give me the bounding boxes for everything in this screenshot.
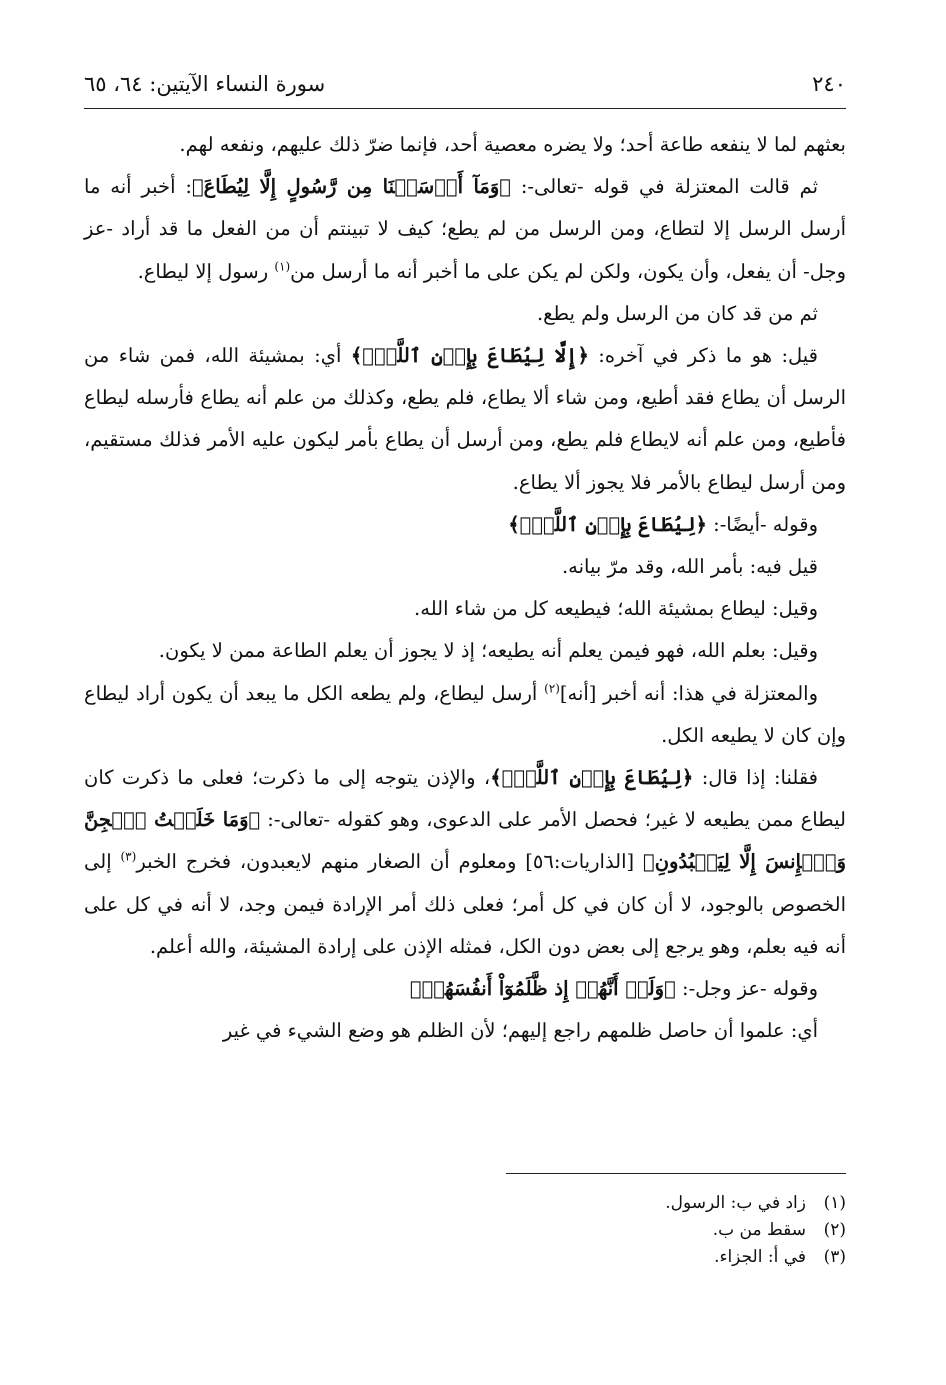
- footnote-text: في أ: الجزاء.: [714, 1247, 806, 1267]
- text-segment: والمعتزلة في هذا: أنه أخبر [أنه]: [559, 681, 818, 705]
- paragraph: [84, 757, 846, 968]
- quran-verse: ﴿إِلَّا لِيُطَاعَ بِإِذۡنِ ٱللَّهِۚ﴾: [350, 344, 589, 368]
- paragraph: [84, 293, 846, 335]
- text-segment: وقيل: بعلم الله، فهو فيمن يعلم أنه يطيعه؛ إذ لا يجوز أن يعلم الطاعة ممن لا يكون.: [158, 639, 818, 663]
- text-segment: أي: بمشيئة الله، فمن شاء من الرسل أن يطاع فقد أطيع، ومن شاء ألا يطاع، فلم يطع، وكذلك من علم أنه يطاع فأرسله ليطاع فأطيع، ومن علم أنه لايطاع فلم يطع، ومن أرسل أن يطاع بأمر ليكون عليه الأمر فذلك مستقيم، ومن أرسل ليطاع بالأمر فلا يجوز ألا يطاع.: [84, 344, 846, 494]
- running-header: [84, 66, 846, 102]
- text-segment: بعثهم لما لا ينفعه طاعة أحد؛ ولا يضره معصية أحد، فإنما ضرّ ذلك عليهم، ونفعه لهم.: [179, 133, 846, 156]
- page-number: ٢٤٠: [812, 72, 846, 96]
- footnote-marker: (٢): [544, 681, 560, 696]
- text-segment: وقيل: ليطاع بمشيئة الله؛ فيطيعه كل من شاء الله.: [414, 597, 818, 621]
- paragraph: [84, 504, 846, 546]
- footnote-number: (٢): [823, 1220, 846, 1240]
- paragraph: [84, 1010, 846, 1052]
- text-segment: [الذاريات:٥٦] ومعلوم أن الصغار منهم لايعبدون، فخرج الخبر: [136, 850, 644, 874]
- running-title: سورة النساء الآيتين: ٦٤، ٦٥: [84, 72, 326, 96]
- text-segment: أي: علموا أن حاصل ظلمهم راجع إليهم؛ لأن الظلم هو وضع الشيء في غير: [222, 1019, 818, 1043]
- footnote-rule: [506, 1173, 846, 1174]
- footnote-marker: (٣): [120, 849, 137, 864]
- footnote-number: (٣): [823, 1247, 846, 1267]
- text-segment: ثم قالت المعتزلة في قوله -تعالى-:: [510, 175, 818, 199]
- footnote-number: (١): [823, 1193, 846, 1213]
- quran-verse: ﴿لِيُطَاعَ بِإِذۡنِ ٱللَّهِۚ﴾: [490, 766, 694, 790]
- text-segment: رسول إلا ليطاع.: [137, 259, 275, 283]
- main-text: [84, 124, 846, 1052]
- quran-verse: ﴿وَمَا خَلَقۡتُ ٱلۡجِنَّ وَٱلۡإِنسَ إِلَّا لِيَعۡبُدُونِ﴾: [84, 808, 847, 874]
- footnotes: [84, 1190, 846, 1271]
- footnote-item: [84, 1244, 846, 1271]
- paragraph: [84, 673, 846, 757]
- footnote-item: [84, 1217, 846, 1244]
- header-rule: [84, 108, 846, 109]
- text-segment: : أخبر أنه ما أرسل الرسل إلا لتطاع، ومن الرسل من لم يطع؛ كيف لا تبينتم أن من الفعل ما قد أراد -عز وجل- أن يفعل، وأن يكون، ولكن لم يكن على ما أخبر أنه ما أرسل من: [84, 175, 846, 283]
- paragraph: [84, 546, 846, 588]
- paragraph: [84, 124, 846, 166]
- text-segment: ، والإذن يتوجه إلى ما ذكرت؛ فعلى ما ذكرت كان ليطاع ممن يطيعه لا غير؛ فحصل الأمر على الدعوى، وهو كقوله -تعالى-:: [84, 766, 846, 832]
- footnote-text: زاد في ب: الرسول.: [665, 1193, 806, 1213]
- footnote-text: سقط من ب.: [712, 1220, 806, 1240]
- text-segment: وقوله -أيضًا-:: [706, 512, 818, 536]
- paragraph: [84, 166, 846, 293]
- footnote-marker: (١): [274, 259, 291, 274]
- paragraph: [84, 630, 846, 672]
- paragraph: [84, 968, 846, 1010]
- text-segment: وقوله -عز وجل-:: [675, 977, 818, 1001]
- quran-verse: ﴿وَمَآ أَرۡسَلۡنَا مِن رَّسُولٍ إِلَّا لِيُطَاعَ﴾: [191, 175, 511, 199]
- text-segment: قيل: هو ما ذكر في آخره:: [588, 344, 818, 368]
- paragraph: [84, 335, 846, 504]
- text-segment: أرسل ليطاع، ولم يطعه الكل ما يبعد أن يكون أراد ليطاع وإن كان لا يطيعه الكل.: [84, 681, 846, 747]
- footnote-item: [84, 1190, 846, 1217]
- text-segment: فقلنا: إذا قال:: [693, 766, 818, 790]
- paragraph: [84, 588, 846, 630]
- quran-verse: ﴿وَلَوۡ أَنَّهُمۡ إِذ ظَّلَمُوٓاْ أَنفُسَهُمۡ﴾: [409, 977, 676, 1001]
- quran-verse: ﴿لِيُطَاعَ بِإِذۡنِ ٱللَّهِۚ﴾: [508, 512, 707, 536]
- text-segment: إلى الخصوص بالوجود، لا أن كان في كل أمر؛ فعلى ذلك أمر الإرادة فيمن وجد، لا أنه في كل على أنه فيه بعلم، وهو يرجع إلى بعض دون الكل، فمثله الإذن على إرادة المشيئة، والله أعلم.: [84, 850, 846, 958]
- text-segment: ثم من قد كان من الرسل ولم يطع.: [536, 301, 818, 325]
- text-segment: قيل فيه: بأمر الله، وقد مرّ بيانه.: [561, 555, 818, 579]
